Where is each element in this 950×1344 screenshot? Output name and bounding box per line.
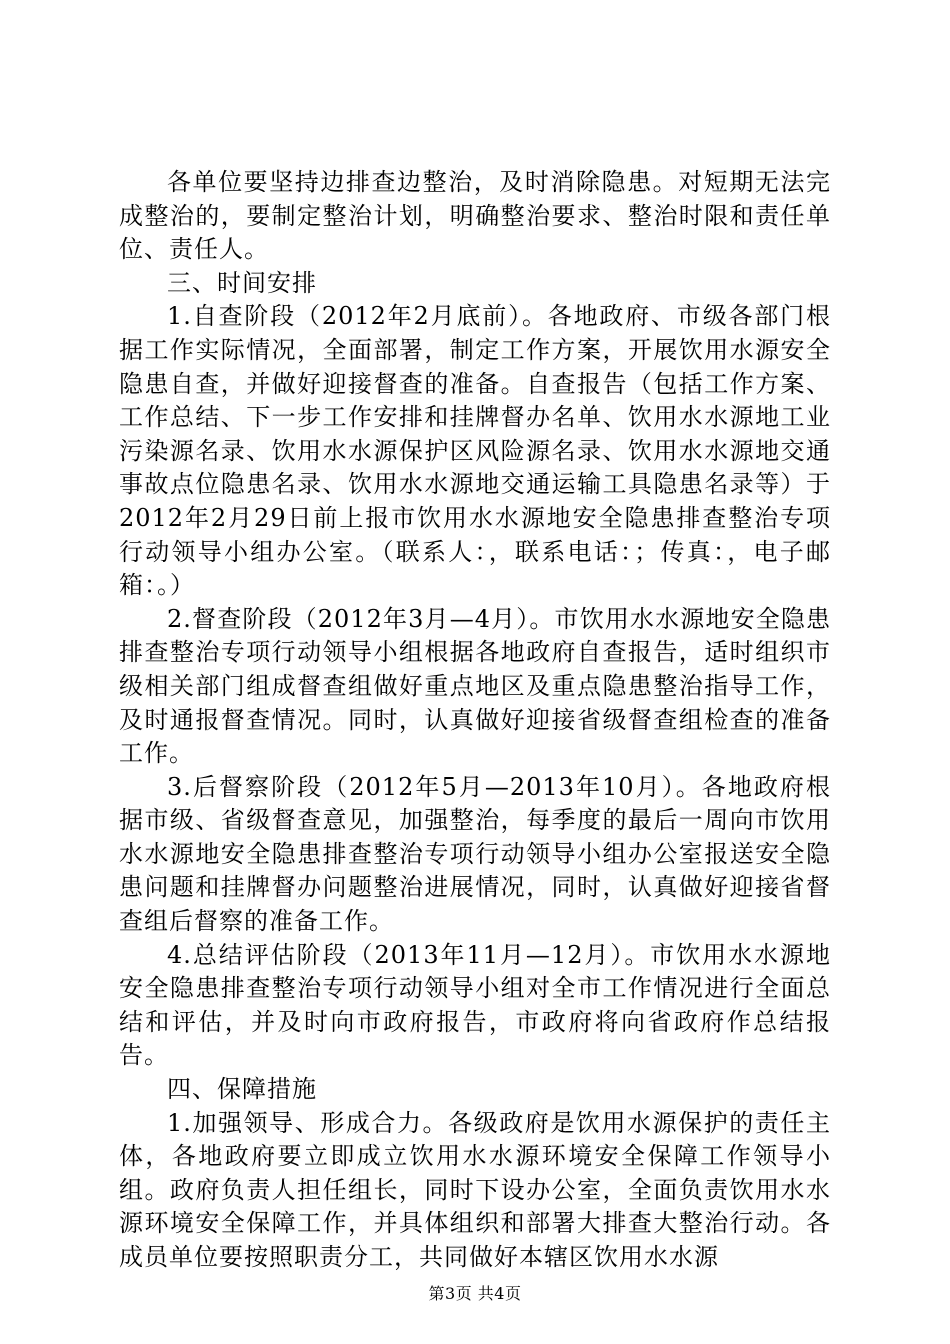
paragraph-summary-evaluation: 4.总结评估阶段（2013年11月—12月）。市饮用水水源地安全隐患排查整治专项行动领导小组对全市工作情况进行全面总结和评估，并及时向市政府报告，市政府将向省政府作总结报告。 — [119, 940, 831, 1070]
paragraph-rectification: 各单位要坚持边排查边整治，及时消除隐患。对短期无法完成整治的，要制定整治计划，明确整治要求、整治时限和责任单位、责任人。 — [119, 168, 831, 264]
section-heading-schedule: 三、时间安排 — [167, 268, 317, 297]
paragraph-self-inspection: 1.自查阶段（2012年2月底前）。各地政府、市级各部门根据工作实际情况，全面部署，制定工作方案，开展饮用水源安全隐患自查，并做好迎接督查的准备。自查报告（包括工作方案、工作总结、下一步工作安排和挂牌督办名单、饮用水水源地工业污染源名录、饮用水水源保护区风险源名录、饮用水水源地交通事故点位隐患名录、饮用水水源地交通运输工具隐患名录等）于2012年2月29日前上报市饮用水水源地安全隐患排查整治专项行动领导小组办公室。（联系人：，联系电话：；传真：，电子邮箱：。） — [119, 302, 831, 600]
page-number: 第3页 共4页 — [428, 1284, 522, 1303]
paragraph-post-supervision: 3.后督察阶段（2012年5月—2013年10月）。各地政府根据市级、省级督查意见，加强整治，每季度的最后一周向市饮用水水源地安全隐患排查整治专项行动领导小组办公室报送安全隐患问题和挂牌督办问题整治进展情况，同时，认真做好迎接省督查组后督察的准备工作。 — [119, 772, 831, 936]
paragraph-supervision: 2.督查阶段（2012年3月—4月）。市饮用水水源地安全隐患排查整治专项行动领导小组根据各地政府自查报告，适时组织市级相关部门组成督查组做好重点地区及重点隐患整治指导工作，及时通报督查情况。同时，认真做好迎接省级督查组检查的准备工作。 — [119, 604, 831, 768]
document-body — [119, 166, 831, 1275]
paragraph-leadership: 1.加强领导、形成合力。各级政府是饮用水源保护的责任主体，各地政府要立即成立饮用水水源环境安全保障工作领导小组。政府负责人担任组长，同时下设办公室，全面负责饮用水水源环境安全保障工作，并具体组织和部署大排查大整治行动。各成员单位要按照职责分工，共同做好本辖区饮用水水源 — [119, 1108, 831, 1271]
section-heading-safeguards: 四、保障措施 — [167, 1075, 317, 1104]
page-footer — [0, 1284, 950, 1304]
